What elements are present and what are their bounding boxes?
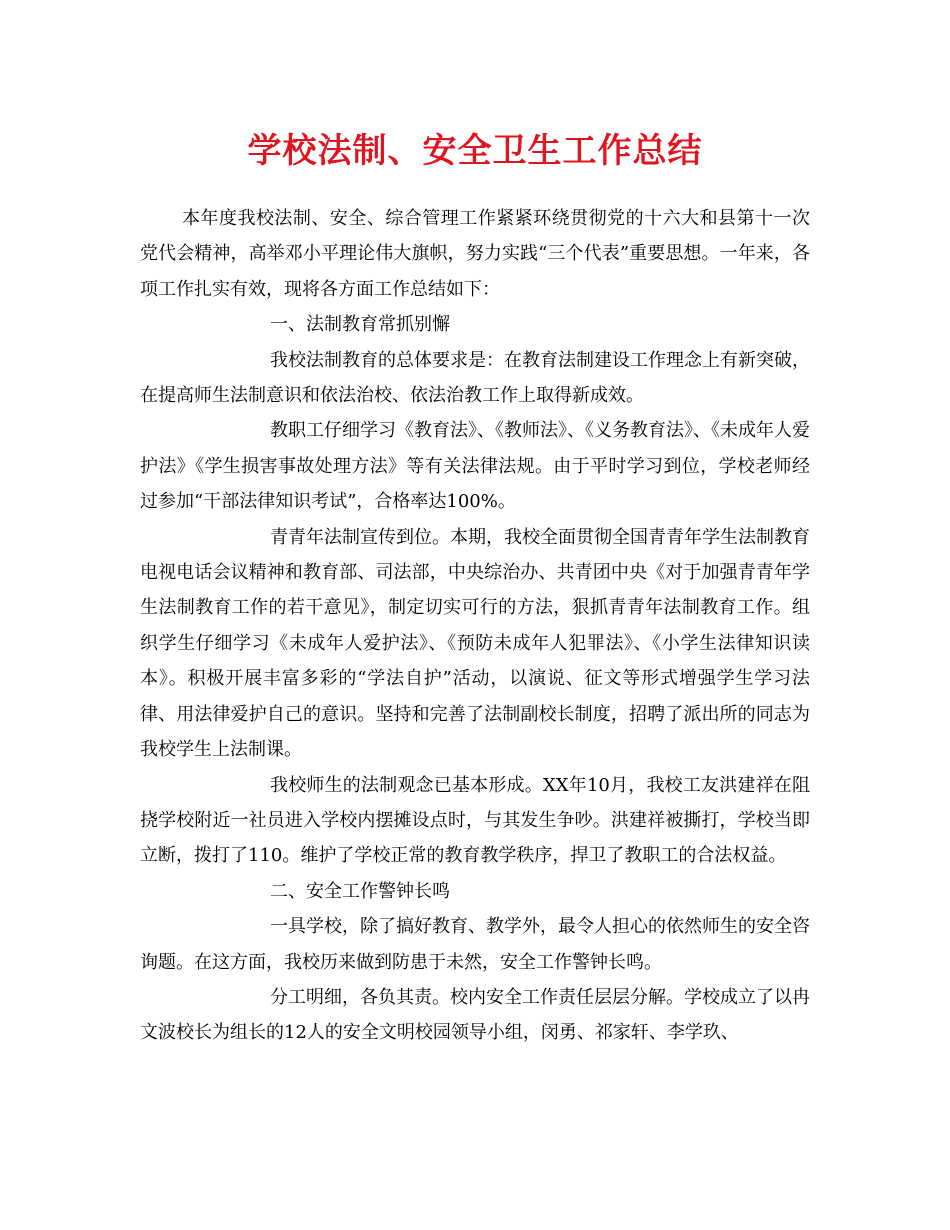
paragraph-legal-awareness: 我校师生的法制观念已基本形成。XX年10月，我校工友洪建祥在阻挠学校附近一社员进入学校内摆摊设点时，与其发生争吵。洪建祥被撕打，学校当即立断，拨打了110。维护了学校正常的教育教学秩序，捍卫了教职工的合法权益。 <box>140 774 810 867</box>
paragraph-legal-requirements: 我校法制教育的总体要求是：在教育法制建设工作理念上有新突破，在提高师生法制意识和依法治校、依法治教工作上取得新成效。 <box>140 349 810 407</box>
paragraph-safety-concern: 一具学校，除了搞好教育、教学外，最令人担心的依然师生的安全咨询题。在这方面，我校历来做到防患于未然，安全工作警钟长鸣。 <box>140 916 810 973</box>
paragraph-intro: 本年度我校法制、安全、综合管理工作紧紧环绕贯彻党的十六大和县第十一次党代会精神，高举邓小平理论伟大旗帜，努力实践“三个代表”重要思想。一年来，各项工作扎实有效，现将各方面工作总结如下： <box>140 208 810 300</box>
document-body <box>140 201 810 1051</box>
section-heading-legal-education: 一、法制教育常抓别懈 <box>270 314 450 336</box>
section-heading-safety-work: 二、安全工作警钟长鸣 <box>270 880 450 902</box>
paragraph-responsibility: 分工明细，各负其责。校内安全工作责任层层分解。学校成立了以冉文波校长为组长的12人的安全文明校园领导小组，闵勇、祁家轩、李学玖、 <box>140 986 810 1044</box>
paragraph-staff-study: 教职工仔细学习《教育法》、《教师法》、《义务教育法》、《未成年人爱护法》《学生损害事故处理方法》等有关法律法规。由于平时学习到位，学校老师经过参加“干部法律知识考试”，合格率达100%。 <box>140 420 810 513</box>
paragraph-youth-publicity: 青青年法制宣传到位。本期，我校全面贯彻全国青青年学生法制教育电视电话会议精神和教育部、司法部，中央综治办、共青团中央《对于加强青青年学生法制教育工作的若干意见》，制定切实可行的方法，狠抓青青年法制教育工作。组织学生仔细学习《未成年人爱护法》、《预防未成年人犯罪法》、《小学生法律知识读本》。积极开展丰富多彩的“学法自护”活动，以演说、征文等形式增强学生学习法律、用法律爱护自己的意识。坚持和完善了法制副校长制度，招聘了派出所的同志为我校学生上法制课。 <box>140 526 810 761</box>
document-title: 学校法制、安全卫生工作总结 <box>247 131 703 171</box>
